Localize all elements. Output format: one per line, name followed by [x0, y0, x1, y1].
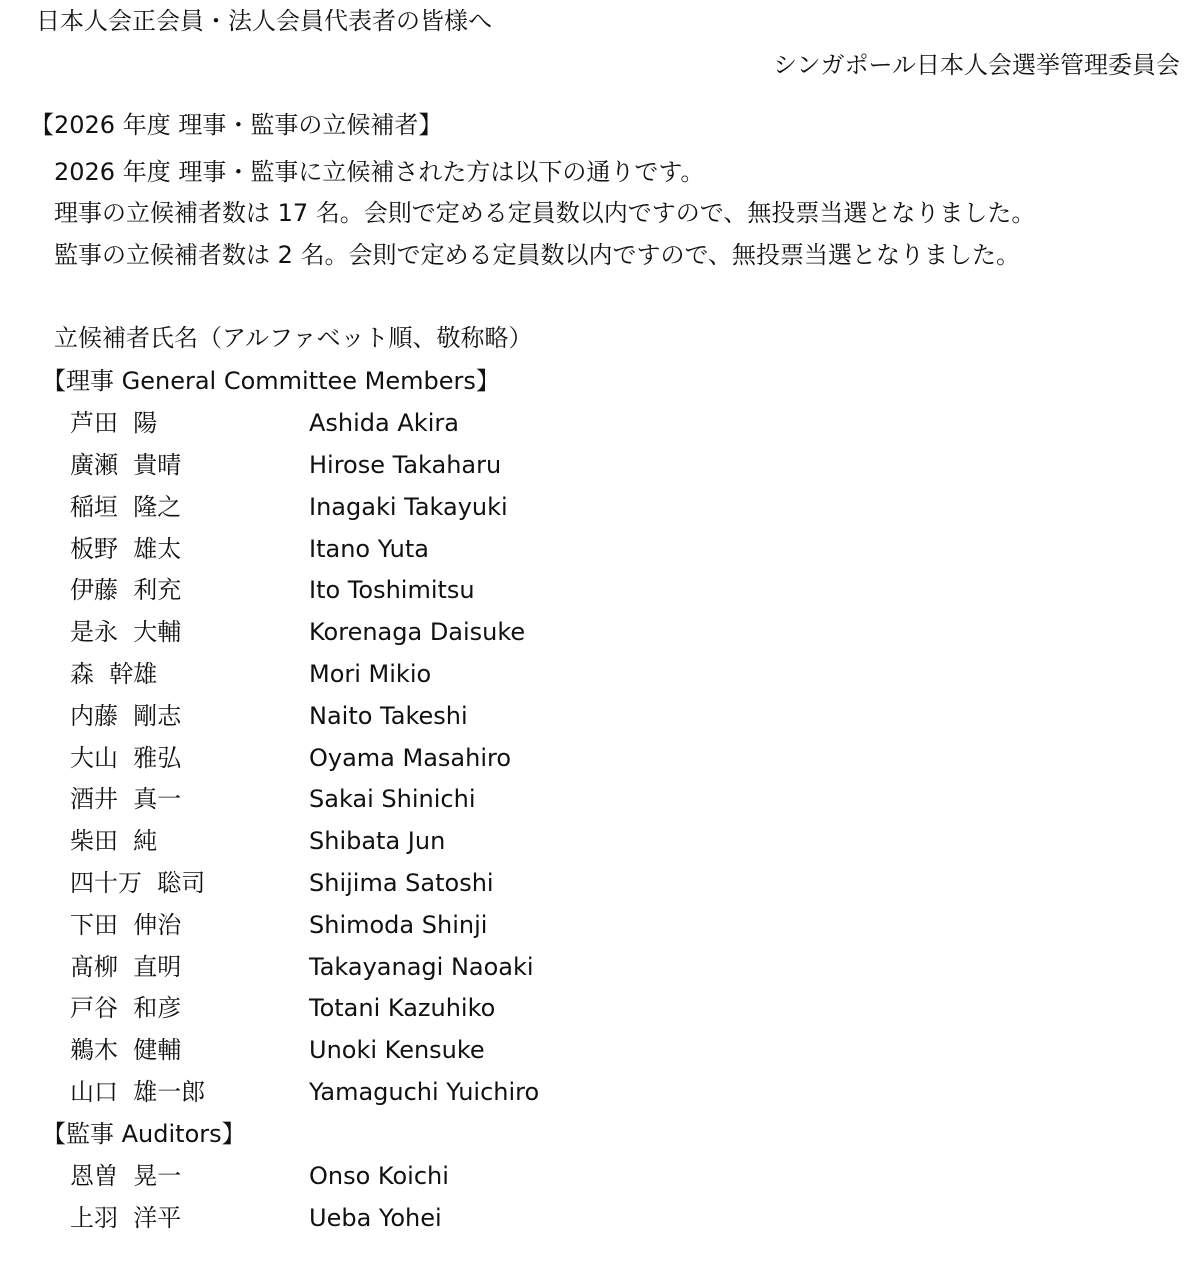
- notice-line-3: 監事の立候補者数は 2 名。会則で定める定員数以内ですので、無投票当選となりました。: [54, 241, 1021, 269]
- committee-row: [70, 1035, 770, 1065]
- committee-row: [70, 784, 770, 814]
- candidate-jp-name: 板野 雄太: [70, 535, 182, 563]
- candidate-jp-name: 四十万 聡司: [70, 869, 206, 897]
- candidate-jp-name: 伊藤 利充: [70, 576, 182, 604]
- notice-line-1: 2026 年度 理事・監事に立候補された方は以下の通りです。: [54, 158, 705, 186]
- auditor-row: [70, 1161, 770, 1191]
- addressee-line: 日本人会正会員・法人会員代表者の皆様へ: [36, 7, 492, 35]
- candidate-en-name: Naito Takeshi: [309, 702, 468, 730]
- committee-row: [70, 659, 770, 689]
- committee-row: [70, 534, 770, 564]
- candidate-jp-name: 芦田 陽: [70, 409, 158, 437]
- candidate-en-name: Ito Toshimitsu: [309, 576, 475, 604]
- candidate-en-name: Hirose Takaharu: [309, 451, 502, 479]
- candidate-jp-name: 鵜木 健輔: [70, 1036, 182, 1064]
- candidate-en-name: Totani Kazuhiko: [309, 994, 496, 1022]
- committee-row: [70, 575, 770, 605]
- notice-title: 【2026 年度 理事・監事の立候補者】: [30, 111, 443, 139]
- candidate-en-name: Oyama Masahiro: [309, 744, 512, 772]
- candidate-jp-name: 森 幹雄: [70, 660, 158, 688]
- candidate-en-name: Shijima Satoshi: [309, 869, 494, 897]
- committee-row: [70, 993, 770, 1023]
- committee-row: [70, 617, 770, 647]
- candidate-en-name: Ueba Yohei: [309, 1204, 442, 1232]
- candidate-jp-name: 下田 伸治: [70, 911, 182, 939]
- notice-line-2: 理事の立候補者数は 17 名。会則で定める定員数以内ですので、無投票当選となりました。: [54, 199, 1036, 227]
- sender-line: シンガポール日本人会選挙管理委員会: [773, 51, 1180, 79]
- committee-row: [70, 743, 770, 773]
- candidate-jp-name: 髙柳 直明: [70, 953, 182, 981]
- candidate-en-name: Mori Mikio: [309, 660, 432, 688]
- candidate-jp-name: 廣瀬 貴晴: [70, 451, 182, 479]
- candidate-en-name: Shibata Jun: [309, 827, 446, 855]
- candidate-en-name: Onso Koichi: [309, 1162, 449, 1190]
- candidate-jp-name: 上羽 洋平: [70, 1204, 182, 1232]
- candidate-en-name: Yamaguchi Yuichiro: [309, 1078, 540, 1106]
- auditor-row: [70, 1203, 770, 1233]
- committee-row: [70, 1077, 770, 1107]
- committee-row: [70, 450, 770, 480]
- candidate-en-name: Unoki Kensuke: [309, 1036, 485, 1064]
- candidate-jp-name: 柴田 純: [70, 827, 158, 855]
- committee-row: [70, 826, 770, 856]
- candidate-jp-name: 大山 雅弘: [70, 744, 182, 772]
- candidate-en-name: Itano Yuta: [309, 535, 429, 563]
- candidate-jp-name: 内藤 剛志: [70, 702, 182, 730]
- candidate-jp-name: 恩曽 晃一: [70, 1162, 182, 1190]
- candidate-en-name: Shimoda Shinji: [309, 911, 488, 939]
- candidate-jp-name: 山口 雄一郎: [70, 1078, 206, 1106]
- committee-row: [70, 701, 770, 731]
- candidate-en-name: Takayanagi Naoaki: [309, 953, 534, 981]
- candidate-jp-name: 是永 大輔: [70, 618, 182, 646]
- auditors-heading: 【監事 Auditors】: [42, 1120, 246, 1148]
- candidate-en-name: Korenaga Daisuke: [309, 618, 526, 646]
- candidates-heading: 立候補者氏名（アルファベット順、敬称略）: [54, 324, 533, 352]
- committee-row: [70, 952, 770, 982]
- candidate-en-name: Inagaki Takayuki: [309, 493, 508, 521]
- candidate-jp-name: 戸谷 和彦: [70, 994, 182, 1022]
- candidate-en-name: Sakai Shinichi: [309, 785, 476, 813]
- committee-row: [70, 868, 770, 898]
- committee-heading: 【理事 General Committee Members】: [42, 367, 500, 395]
- candidate-jp-name: 稲垣 隆之: [70, 493, 182, 521]
- committee-row: [70, 408, 770, 438]
- committee-row: [70, 910, 770, 940]
- committee-row: [70, 492, 770, 522]
- candidate-en-name: Ashida Akira: [309, 409, 459, 437]
- candidate-jp-name: 酒井 真一: [70, 785, 182, 813]
